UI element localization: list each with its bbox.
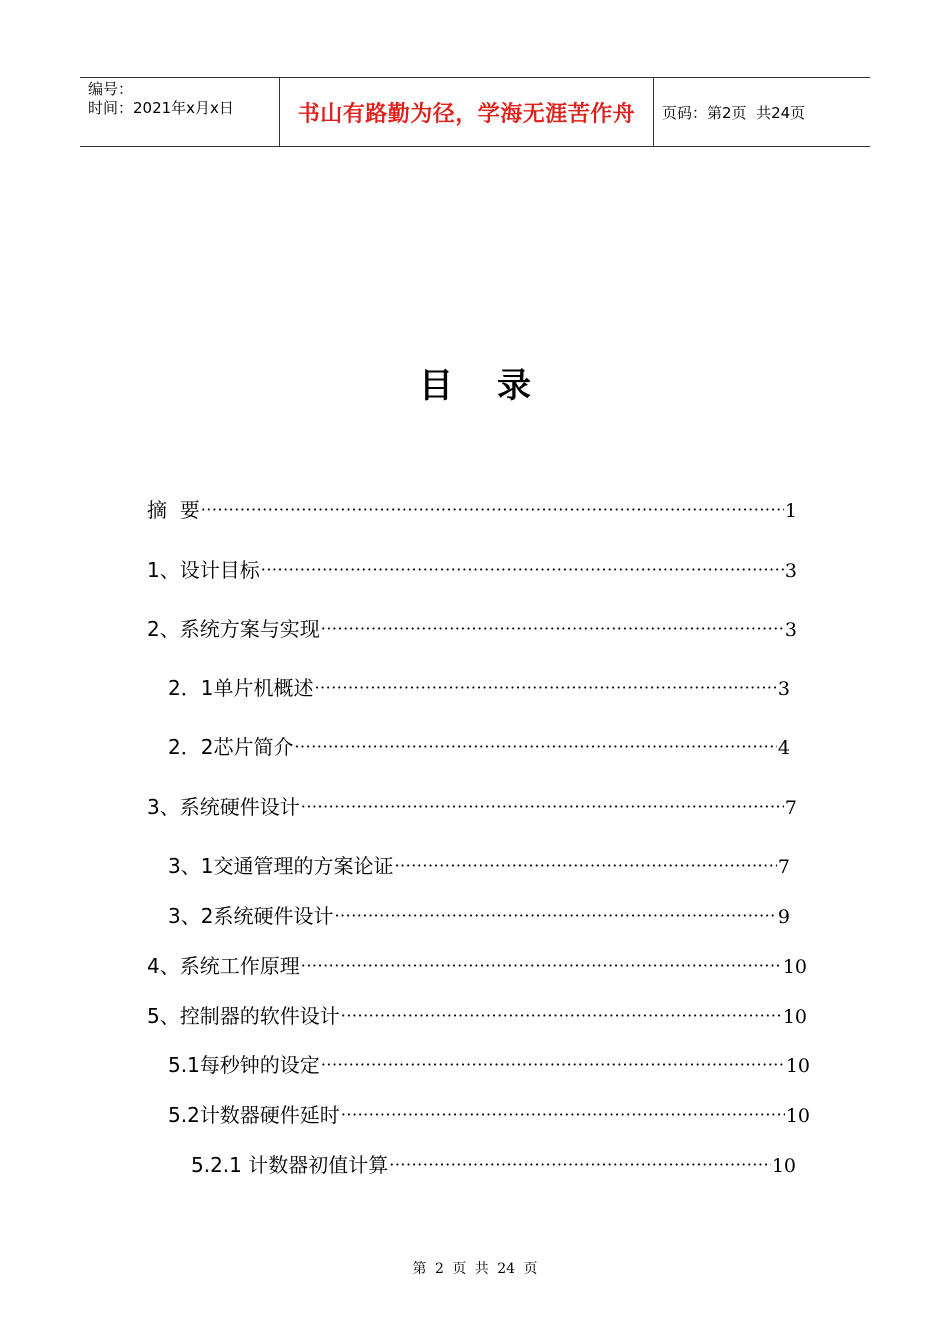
toc-entry-page: 4 (777, 737, 790, 759)
toc-leader-dots (201, 496, 784, 524)
header-meta (80, 78, 280, 146)
document-number-label: 编号： (88, 80, 134, 98)
toc-entry-label: 3、1交通管理的方案论证 (168, 854, 394, 878)
toc-entry[interactable] (147, 556, 797, 584)
toc-entry[interactable] (168, 902, 790, 930)
toc-entry-page: 10 (785, 1055, 810, 1077)
toc-leader-dots (394, 852, 776, 880)
toc-entry-page: 7 (784, 797, 797, 819)
toc-leader-dots (294, 733, 776, 761)
toc-entry-label: 5.1每秒钟的设定 (168, 1053, 320, 1077)
document-time-label: 时间：2021年x月x日 (88, 99, 234, 117)
toc-entry-label: 2．1单片机概述 (168, 676, 314, 700)
header-page-info-text: 页码：第2页 共24页 (662, 103, 806, 122)
toc-entry[interactable] (147, 496, 797, 524)
toc-leader-dots (321, 615, 784, 643)
toc-leader-dots (301, 793, 784, 821)
toc-entry[interactable] (168, 852, 790, 880)
toc-entry[interactable] (147, 615, 797, 643)
toc-entry[interactable] (147, 1002, 807, 1030)
toc-entry-page: 7 (777, 856, 790, 878)
toc-entry[interactable] (147, 793, 797, 821)
toc-entry-page: 10 (782, 1006, 807, 1028)
toc-leader-dots (261, 556, 784, 584)
toc-entry-label: 5.2.1 计数器初值计算 (191, 1153, 389, 1177)
toc-entry-page: 9 (777, 906, 790, 928)
toc-entry[interactable] (168, 733, 790, 761)
toc-entry-label: 2、系统方案与实现 (147, 617, 320, 641)
toc-entry-page: 10 (782, 956, 807, 978)
toc-entry-label: 3、2系统硬件设计 (168, 904, 334, 928)
toc-entry[interactable] (168, 674, 790, 702)
page-header (80, 77, 870, 147)
footer-page-number: 第 2 页 共 24 页 (412, 1261, 538, 1277)
toc-leader-dots (334, 902, 776, 930)
toc-leader-dots (321, 1051, 785, 1079)
header-motto: 书山有路勤为径，学海无涯苦作舟 (280, 78, 654, 146)
header-page-info (654, 78, 870, 146)
toc-entry[interactable] (168, 1101, 810, 1129)
toc-entry-label: 5.2计数器硬件延时 (168, 1103, 340, 1127)
toc-entry[interactable] (191, 1151, 796, 1179)
toc-entry-page: 3 (777, 678, 790, 700)
toc-entry-label: 摘 要 (147, 498, 200, 522)
toc-entry-page: 10 (771, 1155, 796, 1177)
toc-leader-dots (301, 952, 782, 980)
toc-entry-label: 2．2芯片简介 (168, 735, 294, 759)
toc-leader-dots (314, 674, 776, 702)
toc-title: 目录 (419, 366, 575, 406)
page-footer (0, 1258, 950, 1278)
toc-entry[interactable] (147, 952, 807, 980)
toc-entry-label: 4、系统工作原理 (147, 954, 300, 978)
toc-entry-page: 10 (785, 1105, 810, 1127)
toc-leader-dots (341, 1002, 782, 1030)
toc-entry-page: 3 (784, 560, 797, 582)
toc-entry-label: 1、设计目标 (147, 558, 260, 582)
toc-entry-label: 5、控制器的软件设计 (147, 1004, 340, 1028)
toc-entry[interactable] (168, 1051, 810, 1079)
toc-leader-dots (389, 1151, 771, 1179)
toc-entry-label: 3、系统硬件设计 (147, 795, 300, 819)
toc-entry-page: 3 (784, 619, 797, 641)
toc-leader-dots (341, 1101, 785, 1129)
toc-entry-page: 1 (784, 500, 797, 522)
